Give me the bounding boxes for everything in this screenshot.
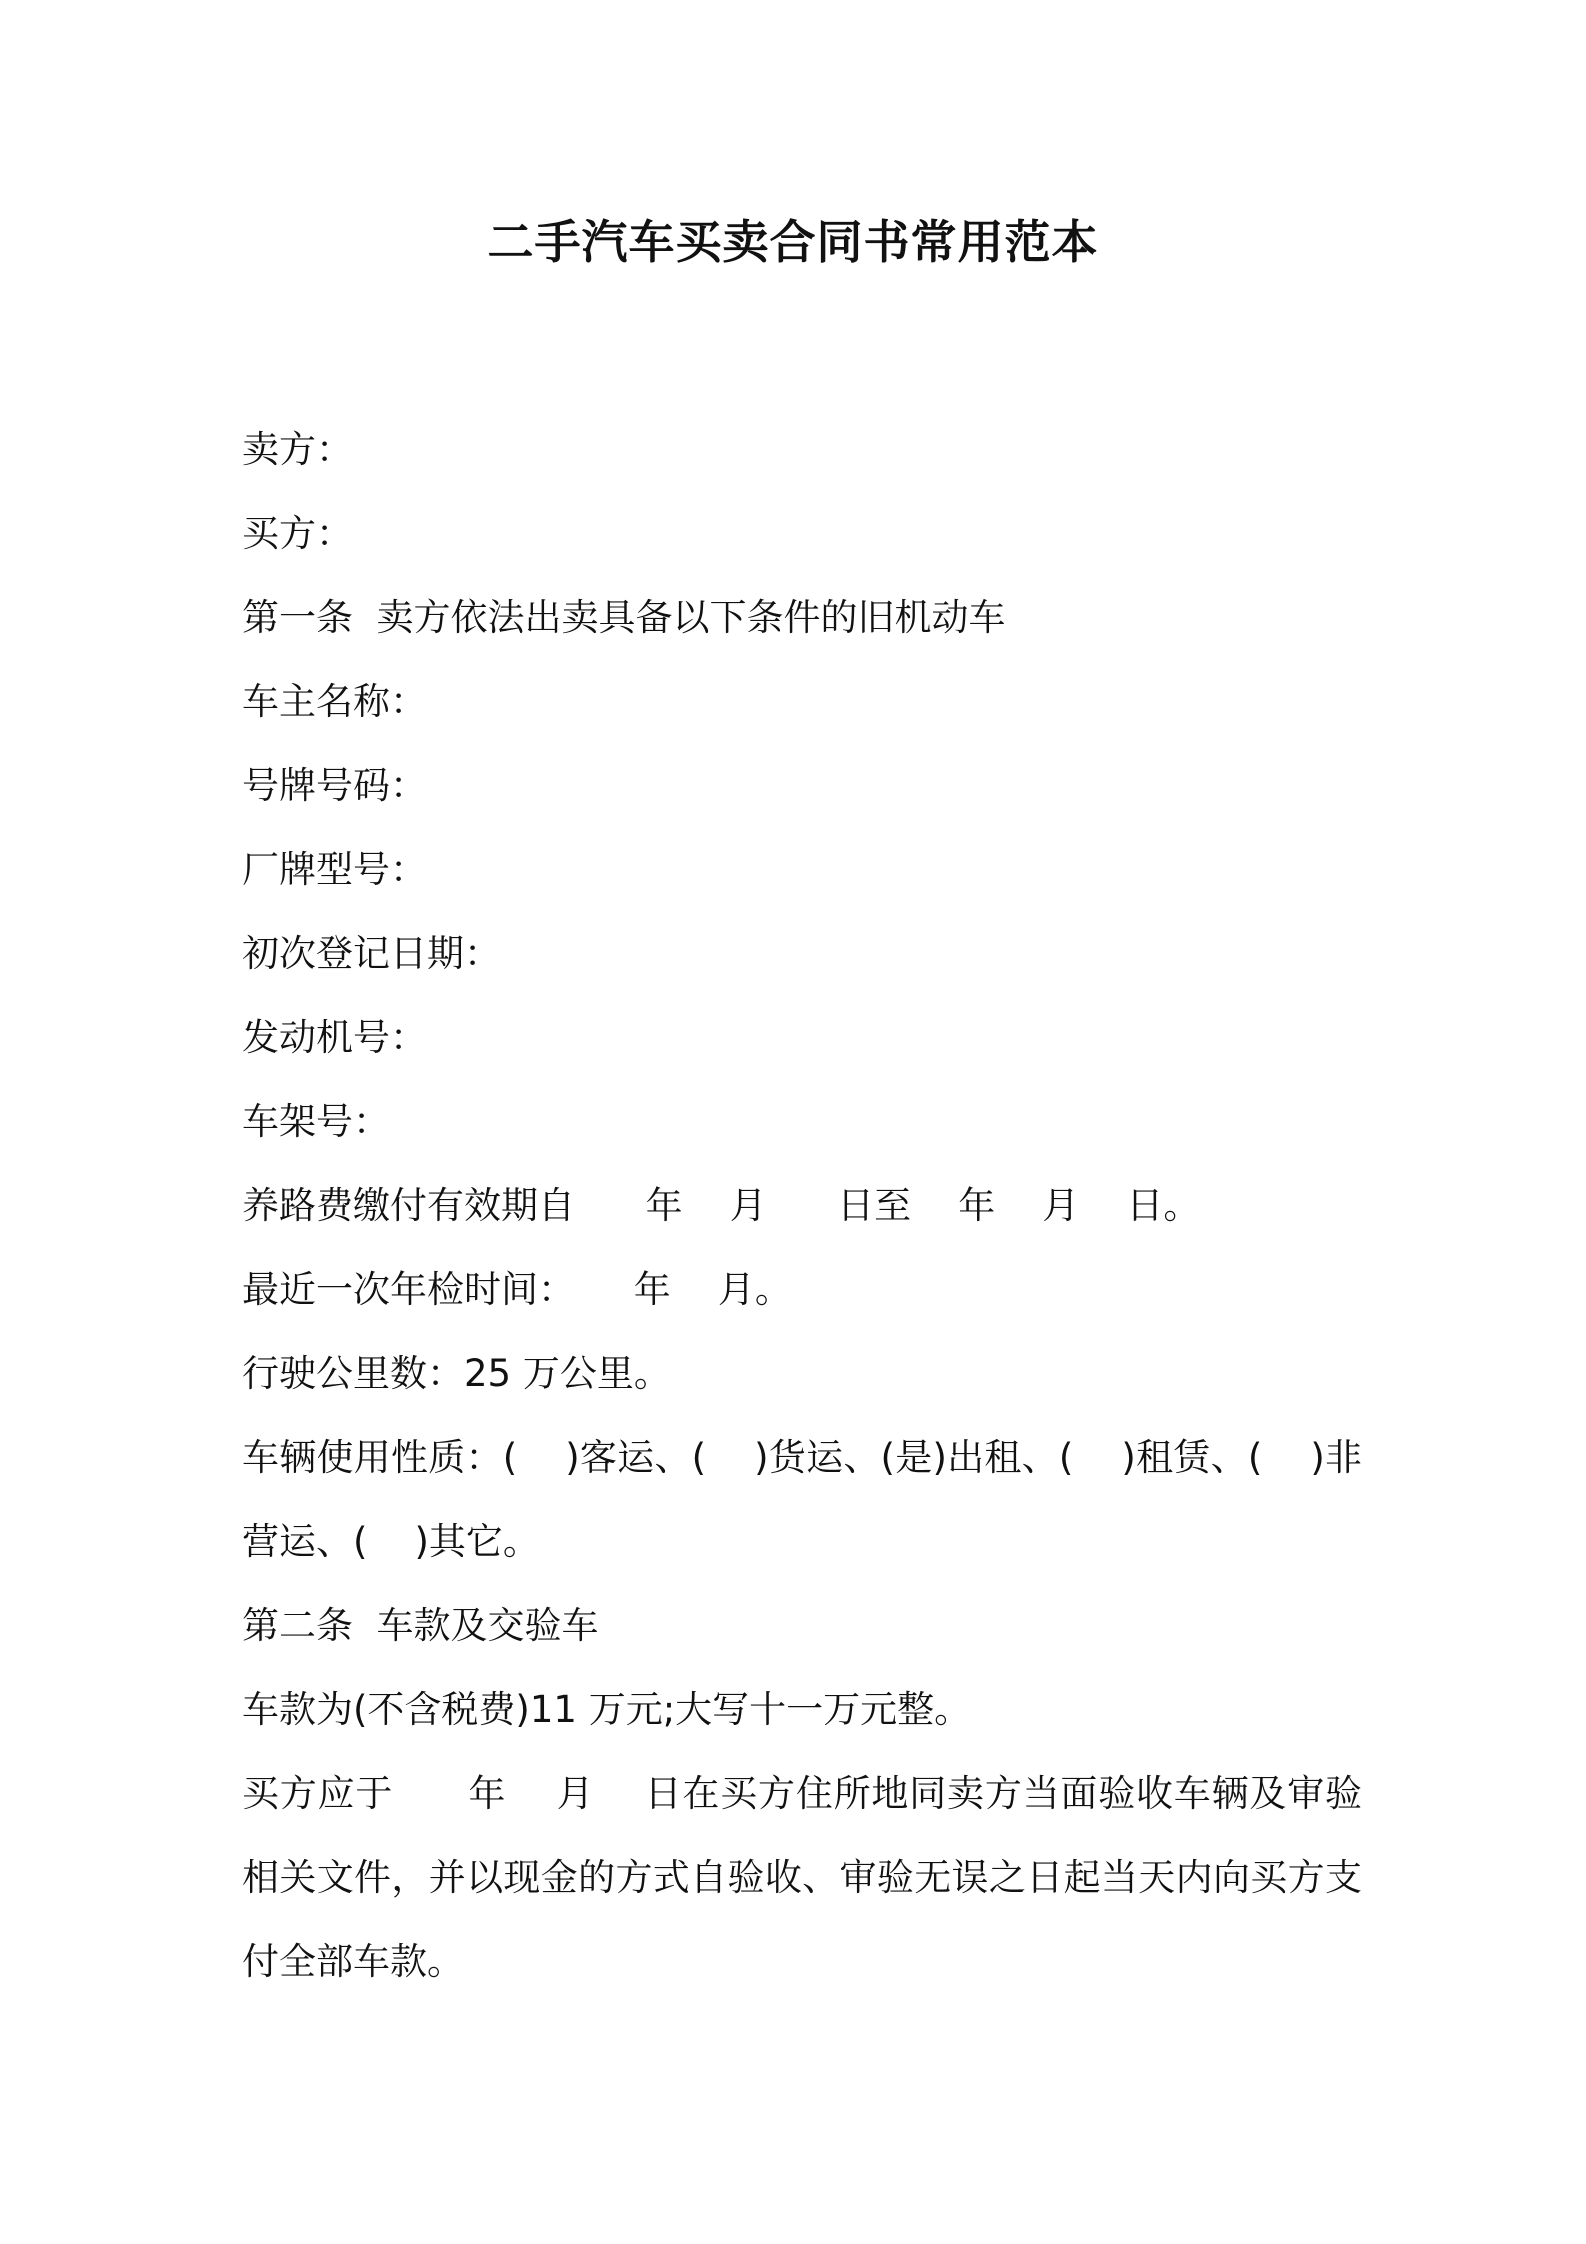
frame-number-line: 车架号： — [242, 1100, 390, 1143]
first-registration-line: 初次登记日期： — [242, 932, 501, 975]
article-2-heading: 第二条 车款及交验车 — [242, 1604, 599, 1647]
price-line: 车款为(不含税费)11 万元;大写十一万元整。 — [242, 1688, 972, 1731]
owner-name-line: 车主名称： — [242, 680, 427, 723]
payment-terms-paragraph: 买方应于 年 月 日在买方住所地同卖方当面验收车辆及审验相关文件，并以现金的方式自验收、审验无误之日起当天内向买方支付全部车款。 — [242, 1772, 1362, 1983]
article-1-heading: 第一条 卖方依法出卖具备以下条件的旧机动车 — [242, 596, 1006, 639]
plate-number-line: 号牌号码： — [242, 764, 427, 807]
document-body — [242, 408, 1362, 2004]
engine-number-line: 发动机号： — [242, 1016, 427, 1059]
document-title: 二手汽车买卖合同书常用范本 — [487, 215, 1099, 269]
brand-model-line: 厂牌型号： — [242, 848, 427, 891]
mileage-line: 行驶公里数：25 万公里。 — [242, 1352, 671, 1395]
last-inspection-line: 最近一次年检时间： 年 月。 — [242, 1268, 792, 1311]
usage-nature-paragraph: 车辆使用性质：( )客运、( )货运、(是)出租、( )租赁、( )非营运、( )其它。 — [242, 1436, 1362, 1563]
seller-line: 卖方： — [242, 428, 353, 471]
buyer-line: 买方： — [242, 512, 353, 555]
road-fee-line: 养路费缴付有效期自 年 月 日至 年 月 日。 — [242, 1184, 1201, 1227]
